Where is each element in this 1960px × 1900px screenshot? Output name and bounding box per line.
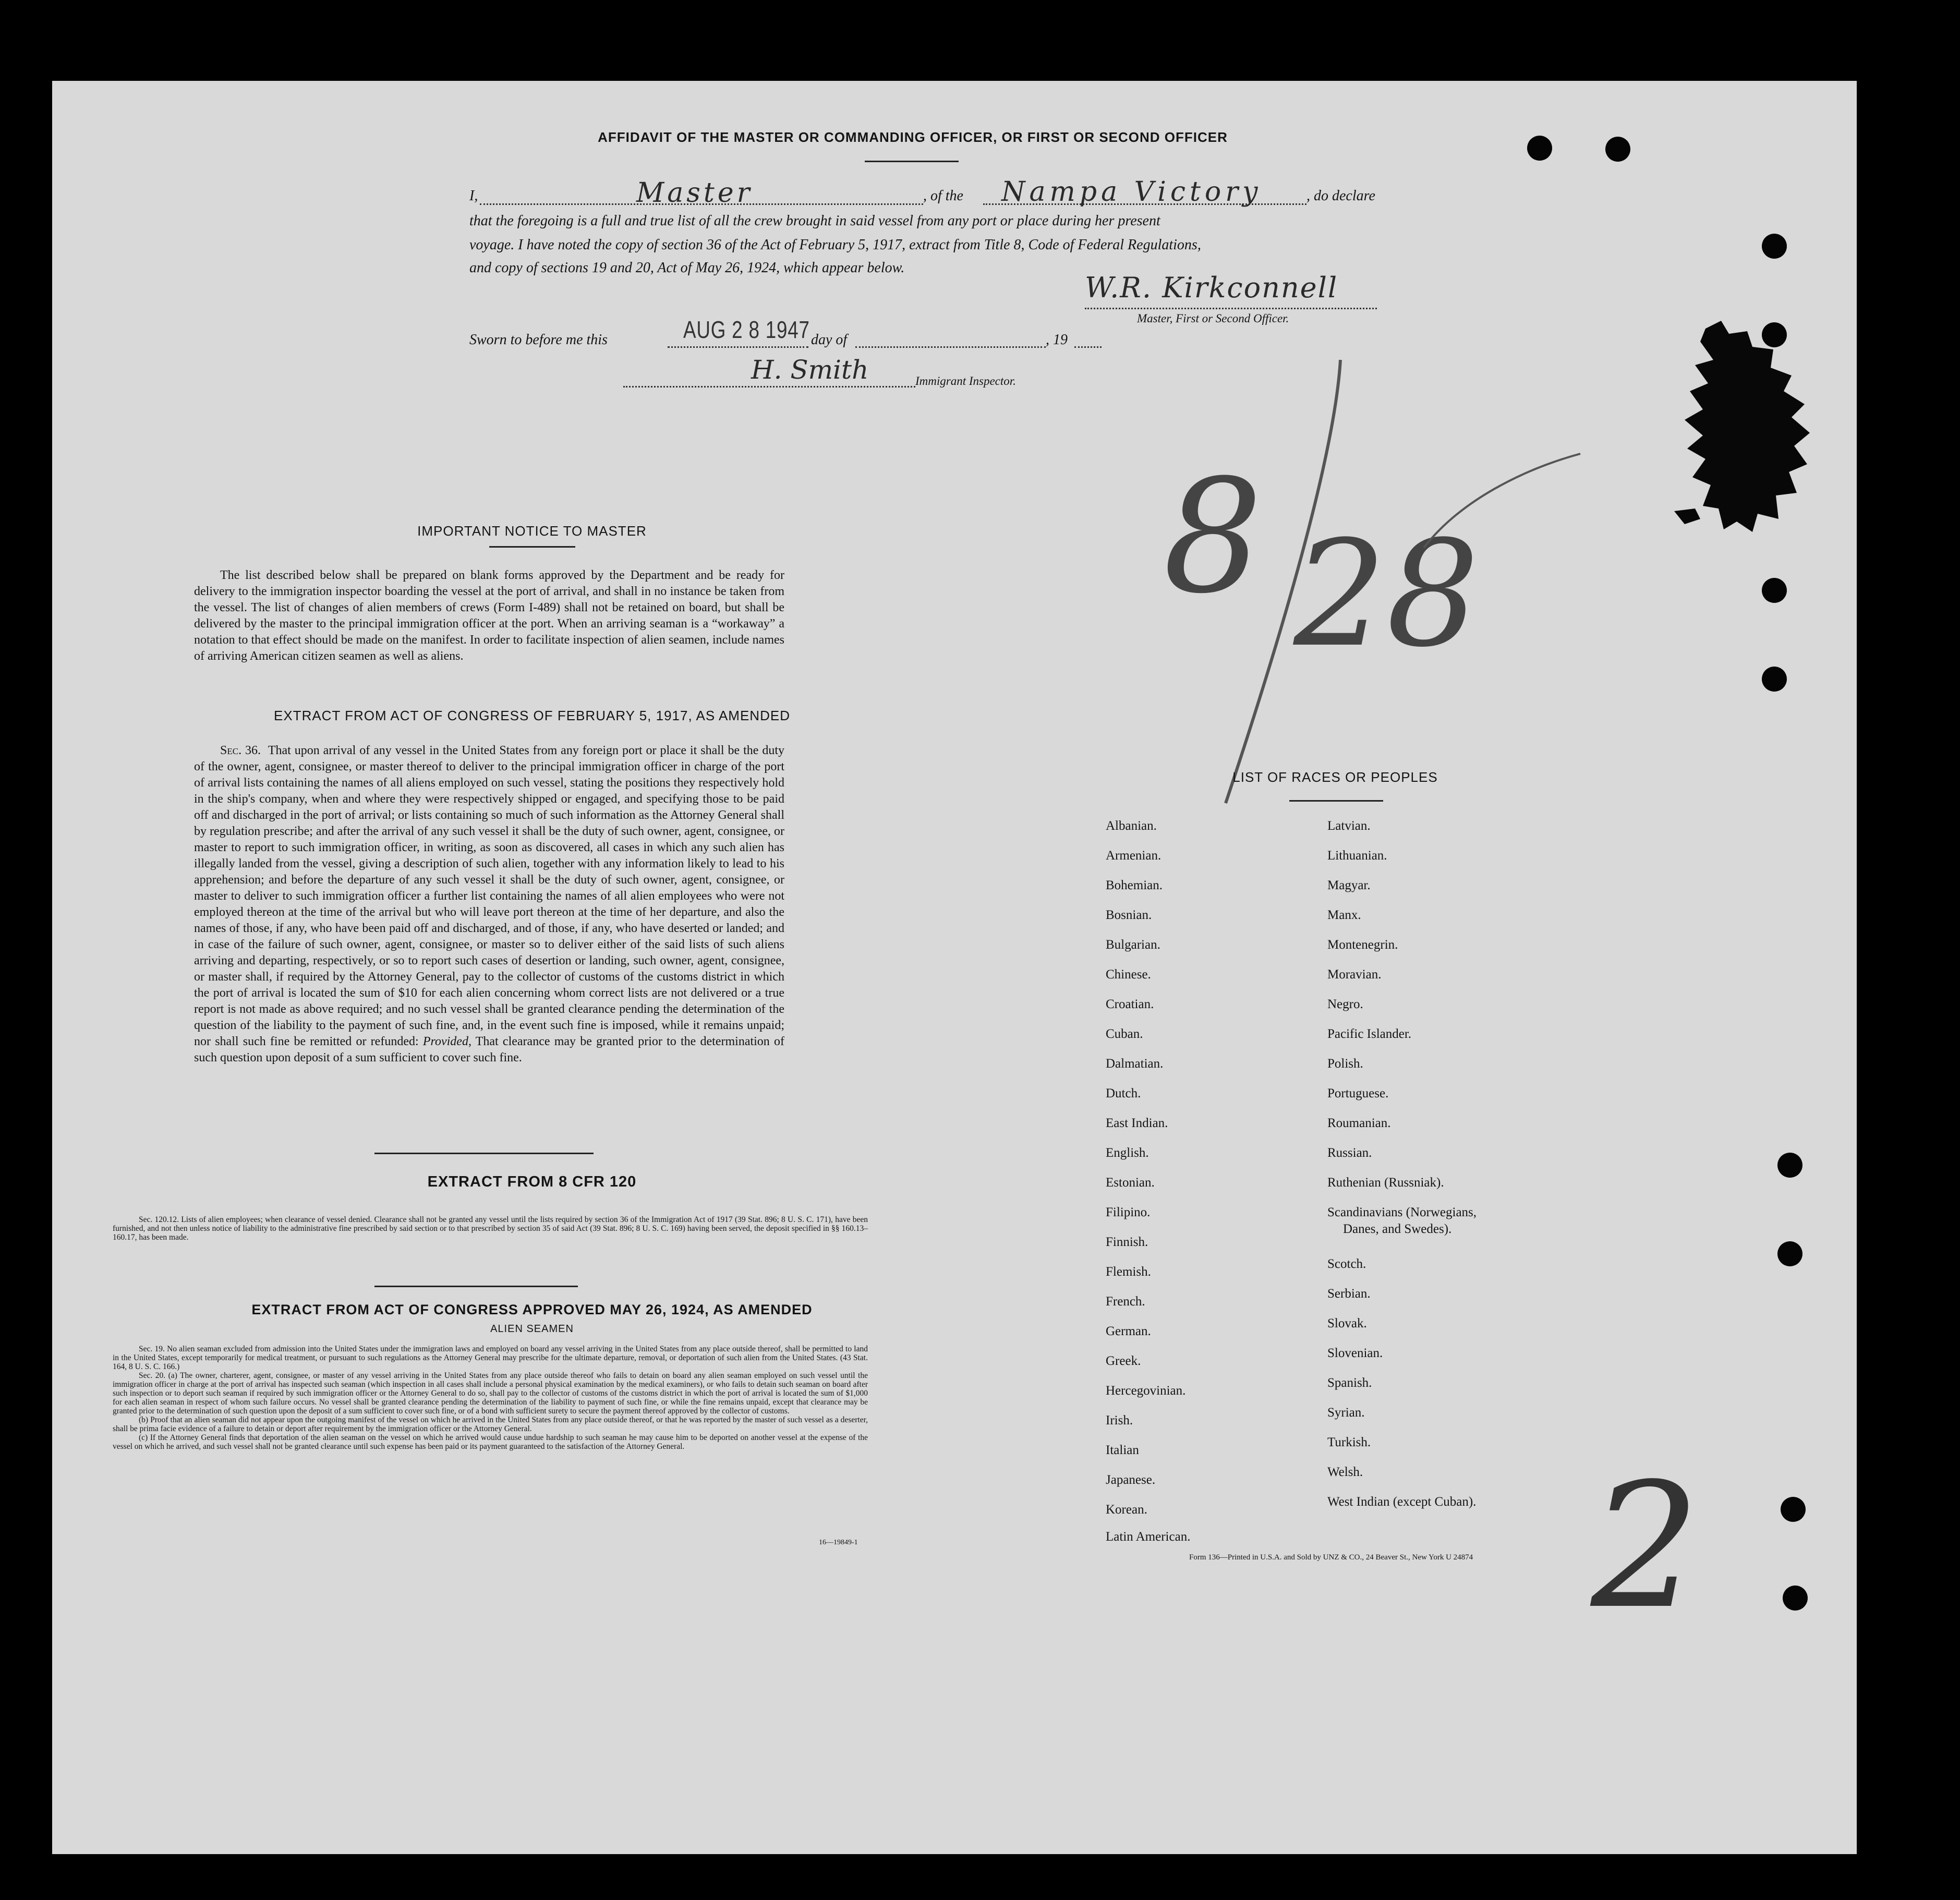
do-declare-label: , do declare <box>1306 188 1375 204</box>
race-left: Bosnian. <box>1106 908 1152 922</box>
race-left: Armenian. <box>1106 849 1162 863</box>
extract-1924-body <box>113 1345 868 1451</box>
form-footer: Form 136—Printed in U.S.A. and Sold by UNZ & CO., 24 Beaver St., New York U 24874 <box>1189 1553 1473 1562</box>
divider <box>374 1286 578 1287</box>
race-right: Ruthenian (Russniak). <box>1327 1176 1444 1190</box>
master-signature: W.R. Kirkconnell <box>1085 271 1338 304</box>
race-right: West Indian (except Cuban). <box>1327 1495 1477 1509</box>
race-left: Irish. <box>1106 1413 1133 1427</box>
signer-caption: Master, First or Second Officer. <box>1137 312 1289 325</box>
race-right: Serbian. <box>1327 1287 1371 1301</box>
sec-19-text: Sec. 19. No alien seaman excluded from admission into the United States under the immigration laws and employed on board any vessel arriving in the United States from any place outside thereof, shall be permitted to land in the United States, except temporarily for medical treatment, or pursuant to such regulations as the Attorney General may prescribe for the ultimate departure, removal, or deportation of such alien from the United States. (43 Stat. 164, 8 U. S. C. 166.) <box>113 1345 868 1371</box>
sec-20b-text: (b) Proof that an alien seaman did not appear upon the outgoing manifest of the vessel on which he arrived in the United States from any place outside thereof, or that he was reported by the master of such vessel as a deserter, shall be prima facie evidence of a failure to detain or deport after requirement by the immigration officer or the Attorney General. <box>113 1415 868 1433</box>
race-right: Pacific Islander. <box>1327 1027 1412 1041</box>
race-left: Greek. <box>1106 1354 1141 1368</box>
extract-1924-subtitle: ALIEN SEAMEN <box>490 1323 574 1335</box>
race-right: Syrian. <box>1327 1406 1365 1420</box>
punch-hole <box>1777 1153 1802 1178</box>
race-left: French. <box>1106 1294 1145 1309</box>
race-right: Russian. <box>1327 1146 1372 1160</box>
proviso-label: Provided, <box>422 1035 471 1048</box>
race-right: Spanish. <box>1327 1376 1372 1390</box>
dotted-line <box>855 346 1046 348</box>
section-label: Sec. 36. <box>220 744 261 757</box>
race-left: English. <box>1106 1146 1149 1160</box>
race-left: East Indian. <box>1106 1116 1168 1130</box>
punch-hole <box>1777 1241 1802 1266</box>
divider <box>1289 800 1383 802</box>
master-handwritten: Master <box>636 177 753 209</box>
punch-hole <box>1605 137 1630 162</box>
extract-1917-body <box>194 743 784 1066</box>
dotted-line <box>1074 346 1102 348</box>
declaration-line-2: that the foregoing is a full and true list of all the crew brought in said vessel from any port or place during her present <box>469 213 1160 229</box>
handwritten-date-month: 8 <box>1163 446 1263 628</box>
year-label: , 19 <box>1046 332 1068 348</box>
race-right: Lithuanian. <box>1327 849 1387 863</box>
race-right: Slovak. <box>1327 1316 1367 1330</box>
race-right: Moravian. <box>1327 967 1382 982</box>
section-text: That upon arrival of any vessel in the United States from any foreign port or place it shall be the duty of the owner, agent, consignee, or master thereof to deliver to the principal immigration officer in charge of the port of arrival lists containing the names of all aliens employed on such vessel, stating the positions they respectively hold in the ship's company, when and where they were respectively shipped or engaged, and specifying those to be paid off and discharged in the port of arrival; or lists containing so much of such information as the Attorney General shall by regulation prescribe; and after the arrival of any such vessel it shall be the duty of such owner, agent, consignee, or master to report to such immigration officer, in writing, as soon as discovered, all cases in which any such alien has illegally landed from the vessel, giving a description of such alien, together with any information likely to lead to his apprehension; and before the departure of any such vessel it shall be the duty of such owner, agent, consignee, or master to deliver to such immigration officer a further list containing the names of all alien employees who were not employed thereon at the time of the arrival but who will leave port thereon at the time of her departure, and also the names of those, if any, who have been paid off and discharged, and of those, if any, who have deserted or landed; and in case of the failure of such owner, agent, consignee, or master so to deliver either of the said lists of such aliens arriving and departing, respectively, or so to report such cases of desertion or landing, such owner, agent, consignee, or master shall, if required by the Attorney General, pay to the collector of customs of the customs district in which the port of arrival is located the sum of $10 for each alien concerning whom correct lists are not delivered or a true report is not made as above required; and no such vessel shall be granted clearance pending the determination of the question of the liability to the payment of such fine, and, in the event such fine is imposed, while it remains unpaid; nor shall such fine be remitted or refunded: <box>194 744 784 1048</box>
race-left: German. <box>1106 1324 1151 1338</box>
punch-hole <box>1762 578 1787 603</box>
notice-title: IMPORTANT NOTICE TO MASTER <box>417 523 647 539</box>
race-left: Japanese. <box>1106 1473 1156 1487</box>
day-of-label: day of <box>811 332 848 348</box>
races-title: LIST OF RACES OR PEOPLES <box>1232 769 1438 785</box>
handwritten-stroke <box>1419 449 1586 553</box>
handwritten-date-day: 28 <box>1293 510 1480 680</box>
race-left: Italian <box>1106 1443 1139 1457</box>
race-left: Filipino. <box>1106 1205 1151 1219</box>
race-left: Flemish. <box>1106 1265 1151 1279</box>
sec-20c-text: (c) If the Attorney General finds that deportation of the alien seaman on the vessel on which he arrived would cause undue hardship to such seaman he may cause him to be deported on another vessel at the expense of the vessel on which he arrived, and such vessel shall not be granted clearance until such expense has been paid or its payment guaranteed to the satisfaction of the Attorney General. <box>113 1433 868 1451</box>
sec-20a-text: Sec. 20. (a) The owner, charterer, agent, consignee, or master of any vessel arriving in the United States from any place outside thereof who fails to detain on board any alien seaman employed on such vessel until the immigration officer in charge at the port of arrival has inspected such seaman (which inspection in all cases shall include a personal physical examination by the medical examiners), or who fails to detain such seaman on board after such inspection or to deport such seaman if required by such immigration officer or the Attorney General to do so, shall pay to the collector of customs of the customs district in which the port of arrival is located the sum of $1,000 for each alien seaman in respect of whom such failure occurs. No vessel shall be granted clearance pending the determination of the liability to payment of such fine, or while the fine remains unpaid, except that clearance may be granted prior to the determination of such question upon the deposit of a sum sufficient to cover such fine, or of a bond with sufficient surety to secure the payment thereof approved by the collector of customs. <box>113 1371 868 1415</box>
race-left: Dutch. <box>1106 1086 1141 1100</box>
dotted-line <box>623 386 915 388</box>
race-left: Croatian. <box>1106 997 1154 1011</box>
race-left: Bulgarian. <box>1106 938 1160 952</box>
inspector-caption: Immigrant Inspector. <box>915 374 1016 388</box>
race-right: Danes, and Swedes). <box>1343 1222 1452 1236</box>
punch-hole <box>1527 136 1552 161</box>
page-number-handwritten: 2 <box>1591 1446 1700 1647</box>
race-left: Estonian. <box>1106 1176 1155 1190</box>
race-left: Bohemian. <box>1106 878 1163 892</box>
divider <box>489 546 575 548</box>
inspector-signature: H. Smith <box>751 355 869 385</box>
race-left: Korean. <box>1106 1503 1147 1517</box>
race-right: Montenegrin. <box>1327 938 1398 952</box>
sworn-label: Sworn to before me this <box>469 332 608 348</box>
race-left: Hercegovinian. <box>1106 1384 1186 1398</box>
extract-cfr-body: Sec. 120.12. Lists of alien employees; when clearance of vessel denied. Clearance shall not be granted any vessel until the lists required by section 36 of the Immigration Act of 1917 (39 Stat. 896; 8 U. S. C. 171), have been furnished, and not then unless notice of liability to the administrative fine prescribed by said section or to that prescribed by section 35 of said Act (39 Stat. 896; 8 U. S. C. 169) having been served, the deposit specified in §§ 160.13–160.17, has been made. <box>113 1215 868 1242</box>
race-right: Roumanian. <box>1327 1116 1391 1130</box>
race-right: Latvian. <box>1327 819 1371 833</box>
race-right: Polish. <box>1327 1057 1363 1071</box>
race-right: Welsh. <box>1327 1465 1363 1479</box>
extract-1917-title: EXTRACT FROM ACT OF CONGRESS OF FEBRUARY 5, 1917, AS AMENDED <box>274 708 790 723</box>
race-left: Finnish. <box>1106 1235 1148 1249</box>
declaration-line-4: and copy of sections 19 and 20, Act of May 26, 1924, which appear below. <box>469 260 905 276</box>
race-left: Dalmatian. <box>1106 1057 1164 1071</box>
divider <box>374 1153 594 1154</box>
extract-1924-title: EXTRACT FROM ACT OF CONGRESS APPROVED MAY 26, 1924, AS AMENDED <box>251 1302 813 1317</box>
section-text-cont: That clearance may be granted prior to the determination of such question upon deposit of a sum sufficient to cover such fine. <box>194 1035 785 1064</box>
punch-hole <box>1762 234 1787 259</box>
punch-hole <box>1781 1497 1806 1522</box>
print-code: 16—19849-1 <box>819 1539 858 1546</box>
race-right: Magyar. <box>1327 878 1371 892</box>
of-the-label: , of the <box>923 188 963 204</box>
affidavit-title: AFFIDAVIT OF THE MASTER OR COMMANDING OFFICER, OR FIRST OR SECOND OFFICER <box>598 129 1228 145</box>
race-right: Negro. <box>1327 997 1363 1011</box>
divider <box>865 161 959 162</box>
declaration-line-3: voyage. I have noted the copy of section 36 of the Act of February 5, 1917, extract from Title 8, Code of Federal Regulations, <box>469 237 1201 253</box>
i-label: I, <box>469 188 478 204</box>
race-right: Portuguese. <box>1327 1086 1389 1100</box>
notice-body: The list described below shall be prepared on blank forms approved by the Department and be ready for delivery to the immigration inspector boarding the vessel at the port of arrival, and shall in no instance be taken from the vessel. The list of changes of alien members of crews (Form I-489) shall not be retained on board, but shall be delivered by the master to the principal immigration officer at the port. When an arriving seaman is a “workaway” a notation to that effect should be made on the manifest. In order to facilitate inspection of alien seamen, include names of arriving American citizen seamen as well as aliens. <box>194 568 784 663</box>
seal-icon <box>1674 318 1815 537</box>
race-left: Albanian. <box>1106 819 1157 833</box>
race-right: Scotch. <box>1327 1257 1366 1271</box>
punch-hole <box>1762 667 1787 692</box>
race-right: Turkish. <box>1327 1435 1371 1449</box>
date-stamp: AUG 2 8 1947 <box>683 316 810 343</box>
race-right: Scandinavians (Norwegians, <box>1327 1205 1477 1219</box>
race-left: Chinese. <box>1106 967 1151 982</box>
punch-hole <box>1783 1586 1808 1611</box>
race-left: Cuban. <box>1106 1027 1143 1041</box>
race-right: Slovenian. <box>1327 1346 1383 1360</box>
extract-cfr-title: EXTRACT FROM 8 CFR 120 <box>427 1173 637 1190</box>
race-right: Manx. <box>1327 908 1361 922</box>
race-left: Latin American. <box>1106 1530 1191 1544</box>
vessel-name-handwritten: Nampa Victory <box>1001 176 1262 208</box>
dotted-line <box>668 346 808 348</box>
dotted-line <box>1085 308 1377 309</box>
